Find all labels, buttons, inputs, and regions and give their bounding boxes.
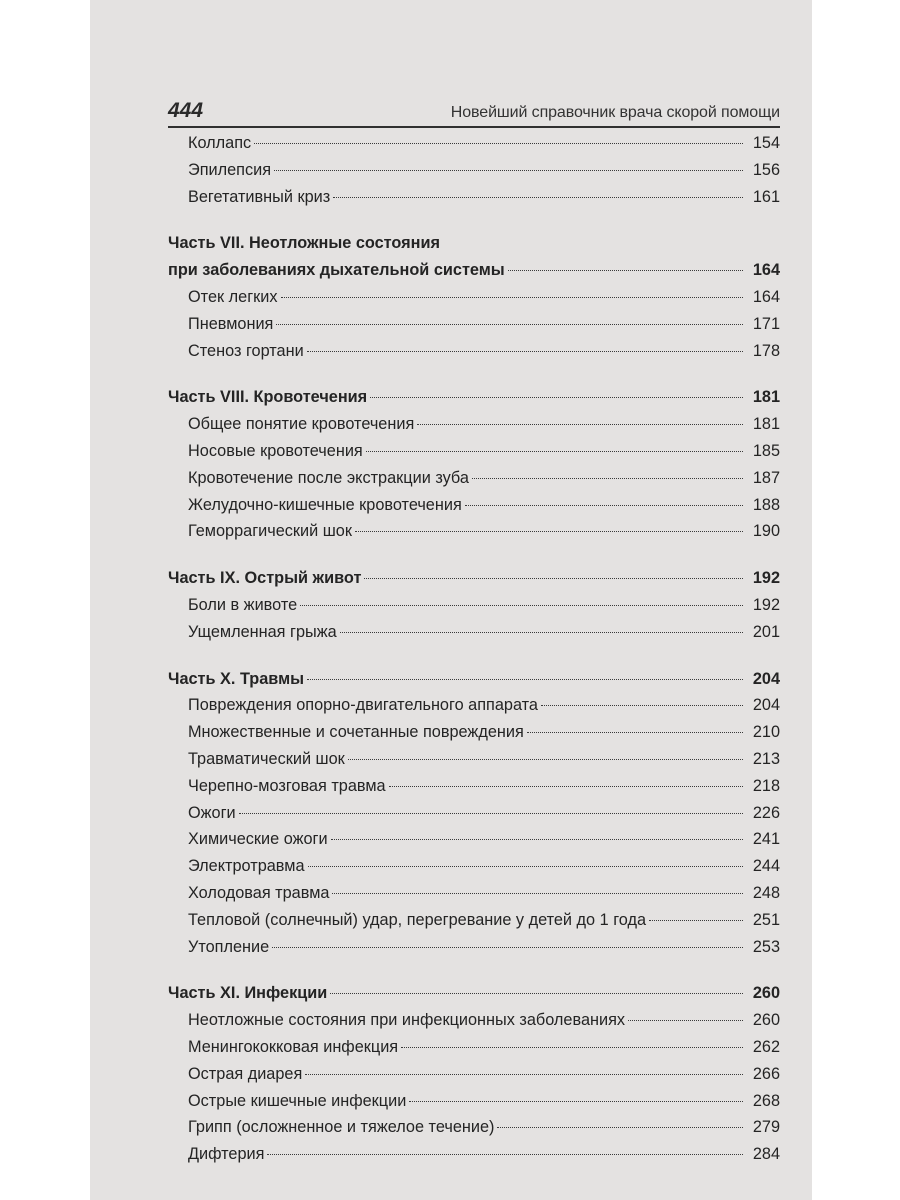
part-heading[interactable] [168,384,780,411]
toc-entry-title: Дифтерия [188,1145,265,1164]
dot-leader [272,947,743,948]
toc-entry-title: Боли в животе [188,595,298,614]
toc-entry-page: 266 [752,1064,780,1083]
toc-entry-title: Кровотечение после экстракции зуба [188,468,469,487]
toc-entry-page: 201 [752,622,780,641]
toc-block [168,666,780,961]
toc-block [168,980,780,1168]
toc-entry[interactable] [168,746,780,773]
toc-entry[interactable] [168,800,780,827]
toc-entry-page: 154 [752,134,780,152]
toc-block [168,565,780,645]
dot-leader [628,1020,743,1021]
part-title: при заболеваниях дыхательной системы [168,261,505,280]
toc-entry[interactable] [168,411,780,438]
toc-entry-page: 188 [752,495,780,514]
toc-entry-page: 253 [752,937,780,956]
toc-entry[interactable] [168,157,780,184]
toc-entry-title: Менингококковая инфекция [188,1037,399,1056]
dot-leader [307,351,743,352]
toc-entry[interactable] [168,130,780,157]
part-page: 204 [752,669,780,688]
dot-leader [409,1101,743,1102]
toc-entry[interactable] [168,1034,780,1061]
toc-entry-title: Неотложные состояния при инфекционных заболеваниях [188,1011,626,1030]
dot-leader [401,1047,743,1048]
toc-entry-page: 161 [752,187,780,206]
part-heading[interactable] [168,257,780,284]
toc-entry-title: Черепно-мозговая травма [188,776,386,795]
dot-leader [276,324,743,325]
toc-entry[interactable] [168,438,780,465]
toc-block [168,384,780,545]
book-page [90,0,812,1200]
toc-entry-title: Желудочно-кишечные кровотечения [188,495,462,514]
dot-leader [527,732,743,733]
toc-entry-title: Коллапс [188,134,252,152]
toc-entry-page: 190 [752,522,780,541]
dot-leader [465,505,743,506]
toc-entry-page: 268 [752,1091,780,1110]
toc-entry-page: 260 [752,1011,780,1030]
toc-entry-title: Пневмония [188,314,274,333]
toc-entry-title: Травматический шок [188,749,345,768]
dot-leader [541,705,743,706]
toc-entry-title: Утопление [188,937,270,956]
dot-leader [331,839,743,840]
toc-entry[interactable] [168,184,780,211]
dot-leader [239,813,743,814]
toc-entry-page: 226 [752,803,780,822]
dot-leader [364,578,743,579]
part-title: Часть VIII. Кровотечения [168,388,368,407]
toc-entry[interactable] [168,853,780,880]
toc-entry[interactable] [168,311,780,338]
toc-entry[interactable] [168,692,780,719]
dot-leader [281,297,744,298]
toc-entry-title: Носовые кровотечения [188,441,363,460]
toc-entry[interactable] [168,1114,780,1141]
dot-leader [649,920,743,921]
dot-leader [472,478,743,479]
toc-entry[interactable] [168,492,780,519]
toc-entry-page: 213 [752,749,780,768]
part-heading-line[interactable]: Часть VII. Неотложные состояния [168,234,441,253]
toc-entry-title: Ущемленная грыжа [188,622,337,641]
toc-entry[interactable] [168,592,780,619]
part-title: Часть IX. Острый живот [168,569,362,588]
toc-entry-title: Тепловой (солнечный) удар, перегревание у детей до 1 года [188,910,647,929]
dot-leader [305,1074,743,1075]
toc-entry-title: Повреждения опорно-двигательного аппарата [188,696,538,715]
toc-entry-page: 279 [752,1118,780,1137]
dot-leader [308,866,743,867]
page-header [168,96,780,128]
toc-entry-page: 262 [752,1037,780,1056]
dot-leader [366,451,743,452]
toc-block [168,130,780,210]
part-title: Часть XI. Инфекции [168,984,328,1003]
toc-entry-title: Эпилепсия [188,160,272,179]
part-heading[interactable] [168,666,780,693]
dot-leader [417,424,743,425]
dot-leader [340,632,743,633]
toc-entry-title: Вегетативный криз [188,187,331,206]
toc-entry-title: Электротравма [188,857,305,876]
toc-entry-title: Множественные и сочетанные повреждения [188,723,524,742]
toc-entry-title: Химические ожоги [188,830,328,849]
dot-leader [267,1154,743,1155]
part-page: 181 [752,388,780,407]
toc-entry-page: 192 [752,595,780,614]
toc-entry[interactable] [168,719,780,746]
dot-leader [254,143,743,144]
dot-leader [300,605,743,606]
dot-leader [330,993,743,994]
toc-entry-page: 171 [752,314,780,333]
toc-entry-title: Общее понятие кровотечения [188,415,415,434]
toc-entry-page: 218 [752,776,780,795]
dot-leader [508,270,743,271]
toc-entry[interactable] [168,465,780,492]
toc-entry[interactable] [168,1088,780,1115]
dot-leader [497,1127,743,1128]
running-title: Новейший справочник врача скорой помощи [450,104,780,121]
toc-entry-title: Холодовая травма [188,883,330,902]
toc-entry-page: 156 [752,160,780,179]
toc-entry-title: Геморрагический шок [188,522,352,541]
toc-entry-page: 187 [752,468,780,487]
toc-entry-title: Отек легких [188,287,278,306]
dot-leader [307,679,743,680]
toc-entry-page: 204 [752,696,780,715]
toc-entry-page: 244 [752,857,780,876]
toc-entry[interactable] [168,1141,780,1168]
toc-entry-title: Грипп (осложненное и тяжелое течение) [188,1118,495,1137]
dot-leader [274,170,743,171]
toc-entry-title: Стеноз гортани [188,341,304,360]
toc-entry[interactable] [168,518,780,545]
dot-leader [332,893,743,894]
toc-entry[interactable] [168,826,780,853]
table-of-contents [168,130,780,1168]
toc-entry-title: Острая диарея [188,1064,303,1083]
dot-leader [370,397,743,398]
toc-entry-page: 251 [752,910,780,929]
toc-entry-page: 185 [752,441,780,460]
part-title: Часть X. Травмы [168,669,305,688]
toc-entry-page: 181 [752,415,780,434]
part-page: 164 [752,261,780,280]
toc-entry[interactable] [168,1007,780,1034]
toc-entry-page: 210 [752,723,780,742]
dot-leader [348,759,743,760]
toc-entry-page: 248 [752,883,780,902]
toc-entry-page: 241 [752,830,780,849]
part-page: 192 [752,569,780,588]
page-number: 444 [168,99,204,122]
toc-entry[interactable] [168,1061,780,1088]
part-heading[interactable] [168,565,780,592]
part-page: 260 [752,984,780,1003]
toc-entry-page: 178 [752,341,780,360]
toc-entry[interactable] [168,284,780,311]
toc-entry[interactable] [168,880,780,907]
part-heading[interactable] [168,980,780,1007]
toc-entry[interactable] [168,934,780,961]
toc-entry-title: Ожоги [188,803,236,822]
dot-leader [355,531,743,532]
toc-entry[interactable] [168,338,780,365]
toc-entry[interactable] [168,773,780,800]
toc-entry-page: 164 [752,287,780,306]
toc-entry[interactable] [168,619,780,646]
toc-entry-page: 284 [752,1145,780,1164]
toc-block [168,230,780,364]
toc-entry-title: Острые кишечные инфекции [188,1091,407,1110]
dot-leader [389,786,743,787]
toc-entry[interactable] [168,907,780,934]
dot-leader [333,197,743,198]
